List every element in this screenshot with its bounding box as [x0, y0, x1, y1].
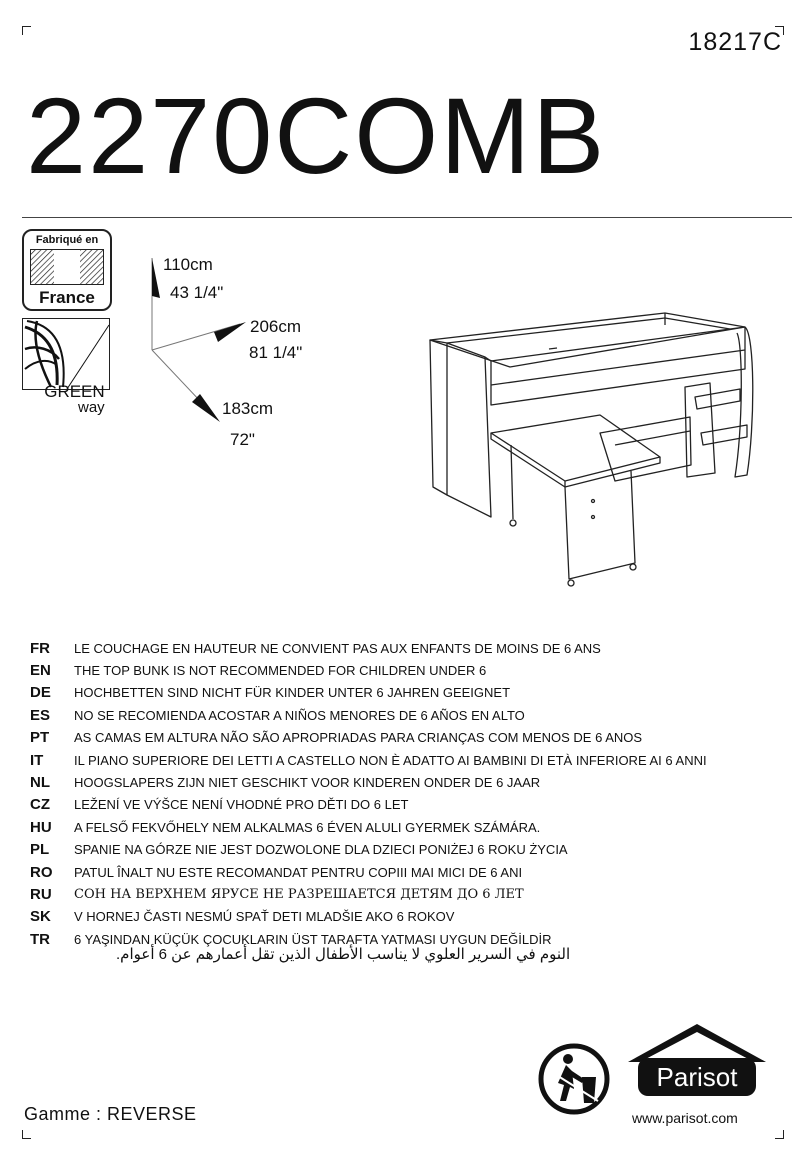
crop-mark-bottom-left — [22, 1130, 31, 1139]
age-warning-list — [30, 637, 790, 950]
way-label: way — [78, 399, 105, 416]
warning-row-sk — [30, 906, 790, 928]
tidyman-recycle-icon — [538, 1043, 610, 1115]
warning-row-es — [30, 704, 790, 726]
warning-row-ro — [30, 861, 790, 883]
length-imperial: 81 1/4" — [249, 343, 303, 362]
warning-text: 6 YAŞINDAN KÜÇÜK ÇOCUKLARIN ÜST TARAFTA YATMASI UYGUN DEĞİLDİR — [74, 931, 552, 947]
header-divider — [22, 217, 792, 218]
length-metric: 206cm — [250, 317, 302, 336]
parisot-logo — [626, 1022, 768, 1102]
bed-product-drawing — [425, 305, 765, 590]
height-imperial: 43 1/4" — [170, 283, 224, 302]
crop-mark-top-left — [22, 26, 31, 35]
warning-text: THE TOP BUNK IS NOT RECOMMENDED FOR CHILDREN UNDER 6 — [74, 663, 487, 679]
warning-text: NO SE RECOMIENDA ACOSTAR A NIÑOS MENORES DE 6 AÑOS EN ALTO — [74, 707, 525, 723]
language-code: PT — [30, 729, 50, 747]
brand-name: Parisot — [656, 1062, 738, 1092]
warning-text: LEŽENÍ VE VÝŠCE NENÍ VHODNÉ PRO DĚTI DO 6 LET — [74, 797, 409, 813]
language-code: IT — [30, 751, 44, 769]
language-code: FR — [30, 639, 50, 657]
language-code: PL — [30, 841, 50, 859]
warning-text: HOOGSLAPERS ZIJN NIET GESCHIKT VOOR KINDEREN ONDER DE 6 JAAR — [74, 775, 541, 791]
warning-row-pt — [30, 727, 790, 749]
warning-text: V HORNEJ ČASTI NESMÚ SPAŤ DETI MLADŠIE AKO 6 ROKOV — [74, 909, 455, 925]
language-code: EN — [30, 662, 51, 680]
language-code: NL — [30, 774, 50, 792]
model-number: 2270COMB — [26, 75, 607, 196]
warning-row-ru — [30, 883, 790, 905]
warning-row-nl — [30, 771, 790, 793]
warning-row-en — [30, 659, 790, 681]
crop-mark-bottom-right — [775, 1130, 784, 1139]
warning-row-cz — [30, 794, 790, 816]
language-code: ES — [30, 706, 51, 724]
language-code: DE — [30, 684, 51, 702]
warning-text: SPANIE NA GÓRZE NIE JEST DOZWOLONE DLA DZIECI PONIŻEJ 6 ROKU ŻYCIA — [74, 842, 568, 858]
width-metric: 183cm — [222, 399, 274, 418]
warning-text: PATUL ÎNALT NU ESTE RECOMANDAT PENTRU COPIII MAI MICI DE 6 ANI — [74, 864, 523, 880]
language-code: SK — [30, 908, 51, 926]
warning-text: СОН НА ВЕРХНЕМ ЯРУСЕ НЕ РАЗРЕШАЕТСЯ ДЕТЯМ ДО 6 ЛЕТ — [74, 886, 524, 902]
warning-text: LE COUCHAGE EN HAUTEUR NE CONVIENT PAS AUX ENFANTS DE MOINS DE 6 ANS — [74, 640, 601, 656]
warning-row-fr — [30, 637, 790, 659]
french-flag-icon — [30, 249, 104, 285]
height-metric: 110cm — [163, 255, 213, 274]
warning-row-pl — [30, 839, 790, 861]
warning-text: AS CAMAS EM ALTURA NÃO SÃO APROPRIADAS PARA CRIANÇAS COM MENOS DE 6 ANOS — [74, 730, 643, 746]
language-code: RO — [30, 863, 53, 881]
warning-row-de — [30, 682, 790, 704]
document-code: 18217C — [688, 28, 782, 56]
width-imperial: 72" — [230, 430, 255, 449]
product-range: Gamme : REVERSE — [24, 1104, 197, 1124]
warning-text: HOCHBETTEN SIND NICHT FÜR KINDER UNTER 6 JAHREN GEEIGNET — [74, 685, 511, 701]
language-code: HU — [30, 818, 52, 836]
arabic-warning-text: النوم في السرير العلوي لا يناسب الأطفال الذين تقل أعمارهم عن 6 أعوام. — [116, 946, 571, 963]
globe-swirl-icon — [23, 319, 109, 389]
green-way-text — [40, 384, 105, 416]
made-in-country: France — [39, 288, 95, 307]
made-in-label: Fabriqué en — [35, 234, 99, 246]
warning-text: IL PIANO SUPERIORE DEI LETTI A CASTELLO NON È ADATTO AI BAMBINI DI ETÀ INFERIORE AI 6 ANNI — [74, 752, 707, 768]
green-way-logo — [22, 318, 110, 390]
language-code: CZ — [30, 796, 50, 814]
warning-row-it — [30, 749, 790, 771]
warning-row-hu — [30, 816, 790, 838]
warning-text: A FELSŐ FEKVŐHELY NEM ALKALMAS 6 ÉVEN ALULI GYERMEK SZÁMÁRA. — [74, 819, 541, 835]
made-in-france-badge — [22, 229, 112, 311]
website-url: www.parisot.com — [632, 1110, 738, 1126]
language-code: TR — [30, 930, 50, 948]
green-label: GREEN — [44, 382, 105, 401]
language-code: RU — [30, 885, 52, 903]
